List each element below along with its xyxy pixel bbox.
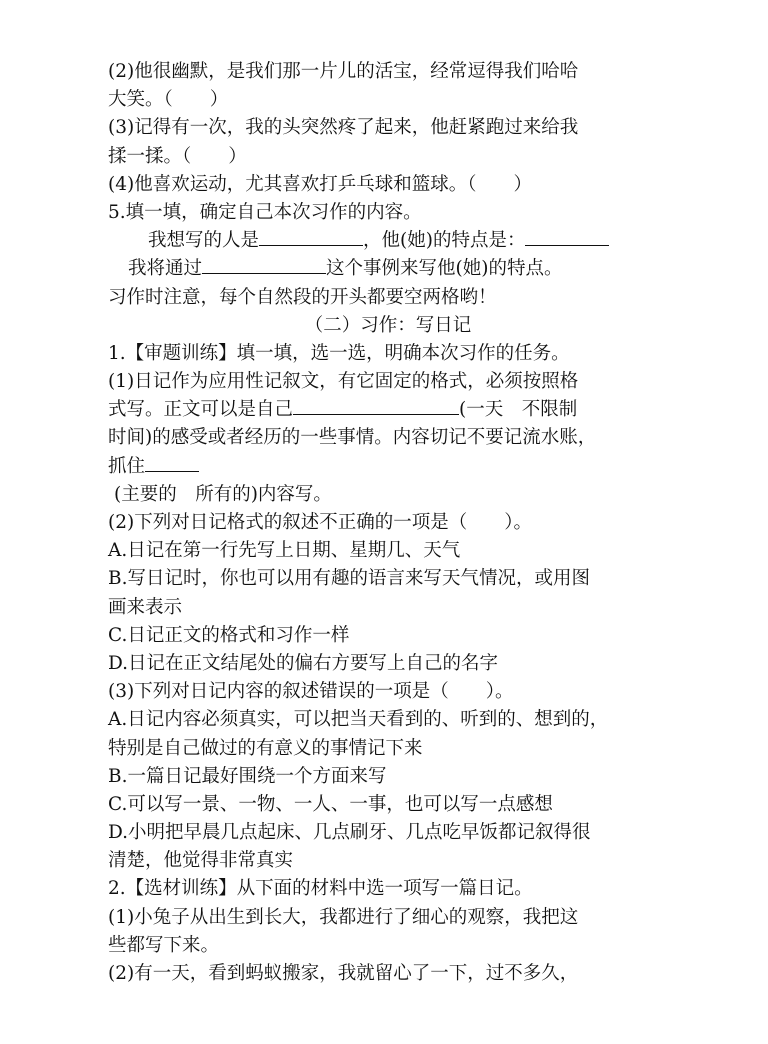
text-line: 习作时注意，每个自然段的开头都要空两格哟！ (108, 286, 497, 308)
fill-prompt: 我想写的人是 (148, 230, 260, 252)
option-line: B.一篇日记最好围绕一个方面来写 (108, 765, 387, 787)
fill-in-line-person (108, 227, 668, 255)
text-line: 5.填一填，确定自己本次习作的内容。 (108, 201, 422, 223)
text-line: (4)他喜欢运动，尤其喜欢打乒乓球和篮球。（ ） (108, 173, 532, 195)
option-line: D.小明把早晨几点起床、几点刷牙、几点吃早饭都记叙得很 (108, 822, 591, 844)
text-line: (1)小兔子从出生到长大，我都进行了细心的观察，我把这 (108, 906, 579, 928)
question-line: (3)下列对日记内容的叙述错误的一项是（ ）。 (108, 681, 514, 703)
option-line: C.可以写一景、一物、一人、一事，也可以写一点感想 (108, 793, 553, 815)
fill-prompt: (一天 不限制 (459, 399, 578, 421)
text-line: (1)日记作为应用性记叙文，有它固定的格式，必须按照格 (108, 371, 579, 393)
text-line: (2)他很幽默，是我们那一片儿的活宝，经常逗得我们哈哈 (108, 61, 579, 82)
section-heading: （二）习作：写日记 (304, 314, 472, 336)
option-line: A.日记内容必须真实，可以把当天看到的、听到的、想到的， (108, 709, 609, 731)
text-line: 时间)的感受或者经历的一些事情。内容切记不要记流水账， (108, 427, 597, 449)
option-line: A.日记在第一行先写上日期、星期几、天气 (108, 540, 461, 562)
blank-scope[interactable] (293, 396, 459, 415)
fill-prompt: 抓住 (108, 455, 146, 477)
option-line: B.写日记时，你也可以用有趣的语言来写天气情况，或用图 (108, 568, 590, 590)
blank-person-name[interactable] (259, 227, 363, 246)
blank-example[interactable] (202, 255, 326, 274)
question-line: (2)下列对日记格式的叙述不正确的一项是（ ）。 (108, 512, 532, 533)
option-line: C.日记正文的格式和习作一样 (108, 624, 350, 646)
text-line: 大笑。（ ） (108, 89, 229, 111)
blank-person-trait[interactable] (525, 227, 609, 246)
option-line: D.日记在正文结尾处的偏右方要写上自己的名字 (108, 652, 499, 674)
text-line: 揉一揉。（ ） (108, 145, 247, 167)
document-page (108, 58, 668, 988)
question-line: 2.【选材训练】从下面的材料中选一项写一篇日记。 (108, 878, 533, 900)
fill-prompt: 式写。正文可以是自己 (108, 399, 294, 421)
fill-prompt: 我将通过 (128, 258, 203, 280)
text-line: (主要的 所有的)内容写。 (114, 483, 332, 505)
text-line: 1.【审题训练】填一填，选一选，明确本次习作的任务。 (108, 342, 570, 364)
option-line: 画来表示 (108, 596, 183, 618)
text-line: (2)有一天，看到蚂蚁搬家，我就留心了一下，过不多久， (108, 963, 579, 984)
fill-prompt: 这个事例来写他(她)的特点。 (326, 258, 563, 280)
fill-in-line-focus (108, 453, 668, 481)
blank-focus[interactable] (145, 453, 199, 472)
fill-in-line-example (108, 255, 668, 283)
fill-prompt: ，他(她)的特点是： (363, 230, 526, 252)
option-line: 清楚，他觉得非常真实 (108, 850, 294, 872)
fill-in-line-scope (108, 396, 668, 424)
text-line: (3)记得有一次，我的头突然疼了起来，他赶紧跑过来给我 (108, 117, 579, 139)
text-line: 些都写下来。 (108, 934, 220, 956)
option-line: 特别是自己做过的有意义的事情记下来 (108, 737, 423, 759)
